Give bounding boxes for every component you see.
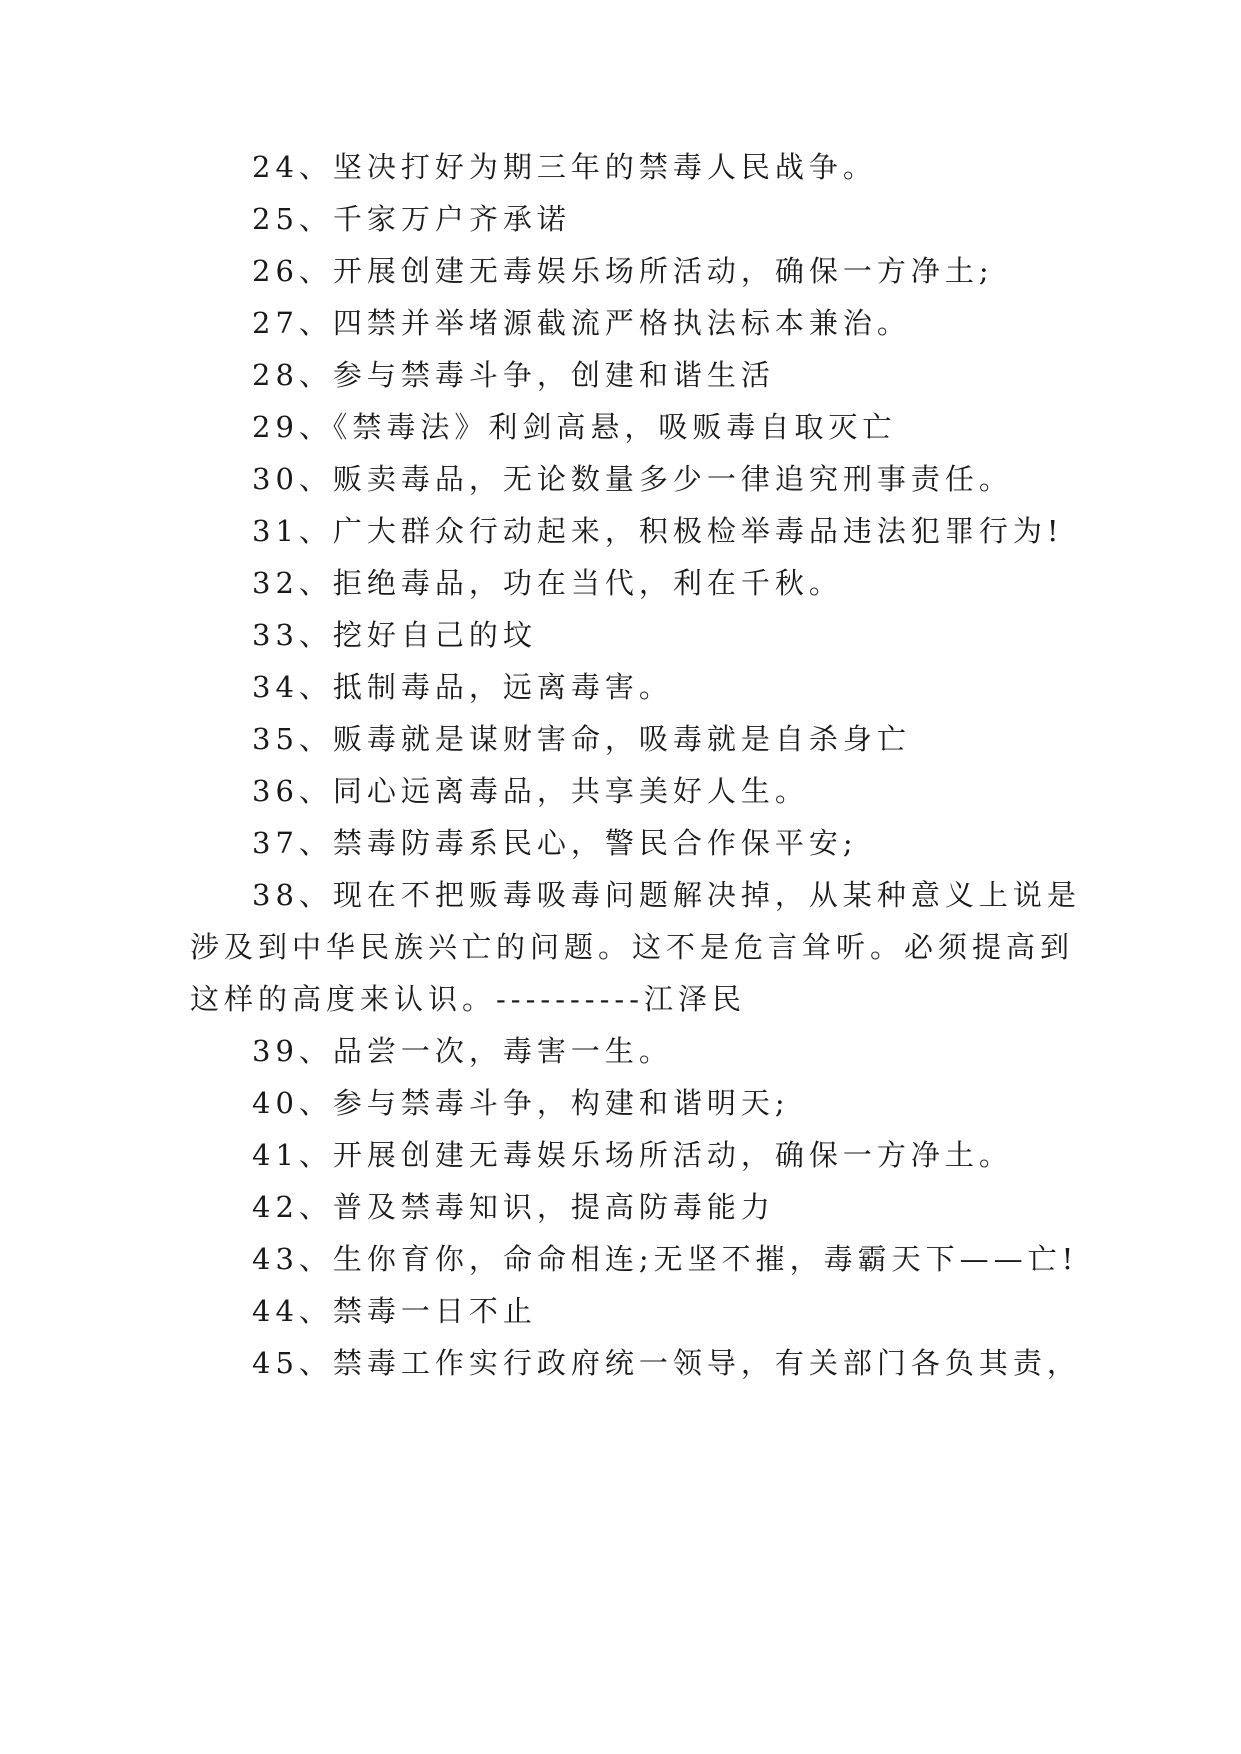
slogan-27: 27、四禁并举堵源截流严格执法标本兼治。 xyxy=(252,306,911,340)
slogan-40: 40、参与禁毒斗争，构建和谐明天; xyxy=(252,1086,790,1120)
slogan-29: 29、《禁毒法》利剑高悬，吸贩毒自取灭亡 xyxy=(252,410,897,444)
slogan-30: 30、贩卖毒品，无论数量多少一律追究刑事责任。 xyxy=(252,462,1013,496)
slogan-35: 35、贩毒就是谋财害命，吸毒就是自杀身亡 xyxy=(252,722,911,756)
slogan-24: 24、坚决打好为期三年的禁毒人民战争。 xyxy=(252,150,877,184)
slogan-44: 44、禁毒一日不止 xyxy=(252,1294,537,1328)
slogan-43: 43、生你育你，命命相连;无坚不摧，毒霸天下——亡! xyxy=(252,1242,1079,1276)
slogan-31: 31、广大群众行动起来，积极检举毒品违法犯罪行为! xyxy=(252,514,1064,548)
slogan-25: 25、千家万户齐承诺 xyxy=(252,202,571,236)
slogan-28: 28、参与禁毒斗争，创建和谐生活 xyxy=(252,358,775,392)
slogan-38-line-3: 这样的高度来认识。----------江泽民 xyxy=(190,982,746,1016)
slogan-37: 37、禁毒防毒系民心，警民合作保平安; xyxy=(252,826,858,860)
slogan-42: 42、普及禁毒知识，提高防毒能力 xyxy=(252,1190,775,1224)
slogan-26: 26、开展创建无毒娱乐场所活动，确保一方净土; xyxy=(252,254,994,288)
slogan-38-line-2: 涉及到中华民族兴亡的问题。这不是危言耸听。必须提高到 xyxy=(190,930,1075,964)
slogan-38-line-1: 38、现在不把贩毒吸毒问题解决掉，从某种意义上说是 xyxy=(252,878,1081,912)
slogan-45: 45、禁毒工作实行政府统一领导，有关部门各负其责， xyxy=(252,1346,1081,1380)
slogan-41: 41、开展创建无毒娱乐场所活动，确保一方净土。 xyxy=(252,1138,1013,1172)
slogan-32: 32、拒绝毒品，功在当代，利在千秋。 xyxy=(252,566,843,600)
slogan-33: 33、挖好自己的坟 xyxy=(252,618,537,652)
slogan-39: 39、品尝一次，毒害一生。 xyxy=(252,1034,673,1068)
slogan-36: 36、同心远离毒品，共享美好人生。 xyxy=(252,774,809,808)
slogan-34: 34、抵制毒品，远离毒害。 xyxy=(252,670,673,704)
